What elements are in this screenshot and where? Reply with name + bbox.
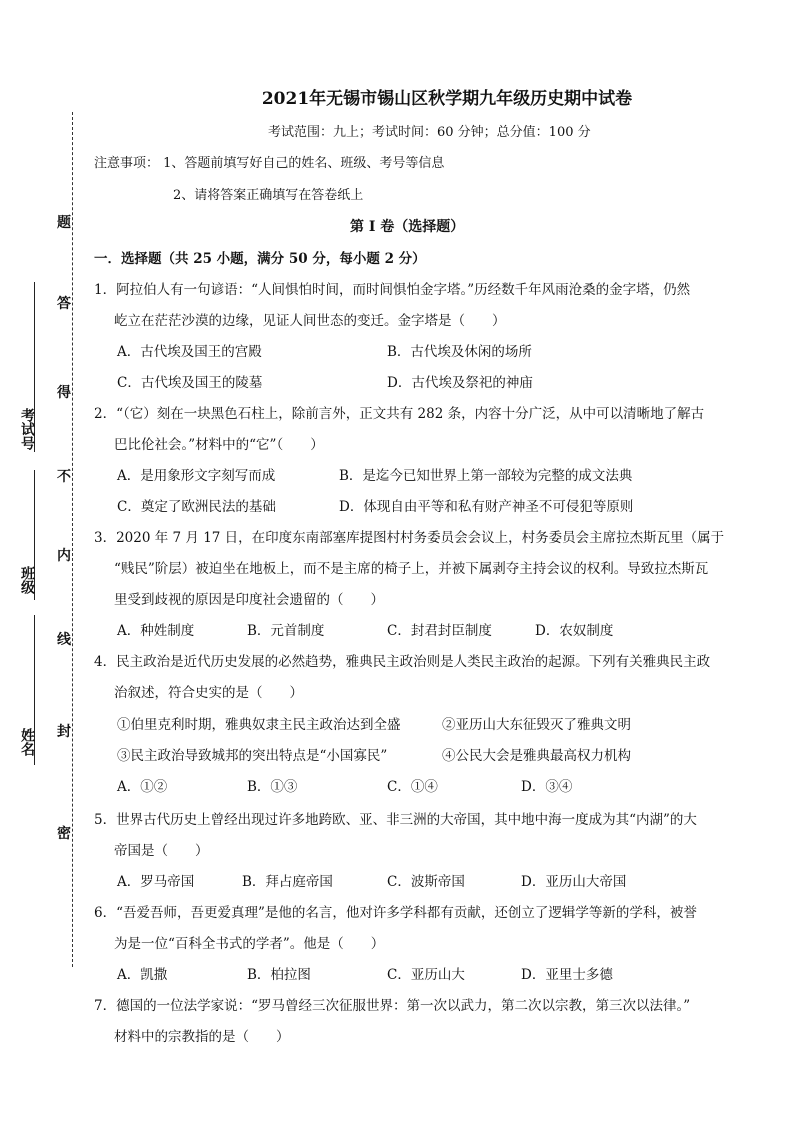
question-text: 治叙述，符合史实的是（ ）	[114, 685, 303, 701]
question-text: 2．“（它）刻在一块黑色石柱上，除前言外，正文共有 282 条，内容十分广泛，从中可以清晰地了解古	[94, 406, 705, 422]
question-text: 4．民主政治是近代历史发展的必然趋势，雅典民主政治则是人类民主政治的起源。下列有关雅典民主政	[94, 654, 711, 670]
margin-char: 封	[57, 724, 71, 740]
option-b[interactable]: B．是迄今已知世界上第一部较为完整的成文法典	[339, 468, 633, 484]
option-d[interactable]: D．农奴制度	[535, 623, 614, 639]
section-title: 第 I 卷（选择题）	[350, 219, 465, 235]
option-a[interactable]: A．古代埃及国王的宫殿	[117, 344, 262, 360]
question-text: 7．德国的一位法学家说：“罗马曾经三次征服世界：第一次以武力，第二次以宗教，第三次以法律。”	[94, 998, 691, 1014]
margin-char: 密	[57, 826, 71, 842]
margin-char: 得	[57, 385, 71, 401]
statement-1: ①伯里克利时期，雅典奴隶主民主政治达到全盛	[117, 717, 401, 733]
option-b[interactable]: B．古代埃及休闲的场所	[387, 344, 532, 360]
exam-info: 考试范围：九上；考试时间：60 分钟；总分值：100 分	[268, 125, 591, 140]
question-text: “贱民”阶层）被迫坐在地板上，而不是主席的椅子上，并被下属剥夺主持会议的权利。导致拉杰斯瓦	[114, 561, 709, 577]
question-text: 3．2020 年 7 月 17 日，在印度东南部塞库提图村村务委员会会议上，村务委员会主席拉杰斯瓦里（属于	[94, 530, 725, 546]
option-c[interactable]: C．①④	[387, 779, 438, 795]
option-d[interactable]: D．体现自由平等和私有财产神圣不可侵犯等原则	[339, 499, 634, 515]
option-c[interactable]: C．奠定了欧洲民法的基础	[117, 499, 276, 515]
option-b[interactable]: B．①③	[247, 779, 298, 795]
option-a[interactable]: A．①②	[117, 779, 168, 795]
margin-char: 题	[57, 215, 71, 231]
question-text: 1．阿拉伯人有一句谚语：“人间惧怕时间，而时间惧怕金字塔。”历经数千年风雨沧桑的金字塔，仍然	[94, 282, 691, 298]
section-part: 一．选择题（共 25 小题，满分 50 分，每小题 2 分）	[94, 251, 426, 267]
option-c[interactable]: C．封君封臣制度	[387, 623, 492, 639]
option-b[interactable]: B．柏拉图	[247, 967, 311, 983]
exam-title: 2021年无锡市锡山区秋学期九年级历史期中试卷	[261, 89, 633, 109]
option-b[interactable]: B．拜占庭帝国	[242, 874, 333, 890]
binding-dashed-line	[72, 112, 73, 967]
question-text: 为是一位“百科全书式的学者”。他是（ ）	[114, 936, 385, 952]
margin-char: 不	[57, 469, 71, 485]
statement-4: ④公民大会是雅典最高权力机构	[442, 748, 631, 764]
question-text: 里受到歧视的原因是印度社会遗留的（ ）	[114, 592, 384, 608]
notice-1: 注意事项： 1、答题前填写好自己的姓名、班级、考号等信息	[94, 156, 445, 171]
option-b[interactable]: B．元首制度	[247, 623, 325, 639]
exam-no-label: 考试号	[19, 408, 35, 450]
question-text: 巴比伦社会。”材料中的“它”（ ）	[114, 437, 324, 453]
option-a[interactable]: A．种姓制度	[117, 623, 195, 639]
question-text: 材料中的宗教指的是（ ）	[114, 1029, 290, 1045]
option-d[interactable]: D．亚里士多德	[521, 967, 613, 983]
margin-char: 线	[57, 632, 71, 648]
option-a[interactable]: A．是用象形文字刻写而成	[117, 468, 276, 484]
question-text: 帝国是（ ）	[114, 843, 209, 859]
question-text: 5．世界古代历史上曾经出现过许多地跨欧、亚、非三洲的大帝国，其中地中海一度成为其“内湖”的大	[94, 812, 697, 828]
name-label: 姓名	[19, 728, 35, 756]
statement-3: ③民主政治导致城邦的突出特点是“小国寡民”	[117, 748, 388, 764]
statement-2: ②亚历山大东征毁灭了雅典文明	[442, 717, 631, 733]
option-a[interactable]: A．罗马帝国	[117, 874, 195, 890]
option-c[interactable]: C．亚历山大	[387, 967, 465, 983]
margin-char: 内	[57, 548, 71, 564]
option-d[interactable]: D．③④	[521, 779, 573, 795]
option-a[interactable]: A．凯撒	[117, 967, 168, 983]
class-label: 班级	[19, 566, 35, 594]
option-c[interactable]: C．波斯帝国	[387, 874, 465, 890]
option-c[interactable]: C．古代埃及国王的陵墓	[117, 375, 263, 391]
notice-2: 2、请将答案正确填写在答卷纸上	[173, 188, 364, 203]
question-text: 屹立在茫茫沙漠的边缘，见证人间世态的变迁。金字塔是（ ）	[114, 313, 506, 329]
option-d[interactable]: D．亚历山大帝国	[521, 874, 627, 890]
question-text: 6．“吾爱吾师，吾更爱真理”是他的名言，他对许多学科都有贡献，还创立了逻辑学等新的学科，被誉	[94, 905, 697, 921]
option-d[interactable]: D．古代埃及祭祀的神庙	[387, 375, 533, 391]
margin-char: 答	[57, 296, 71, 312]
